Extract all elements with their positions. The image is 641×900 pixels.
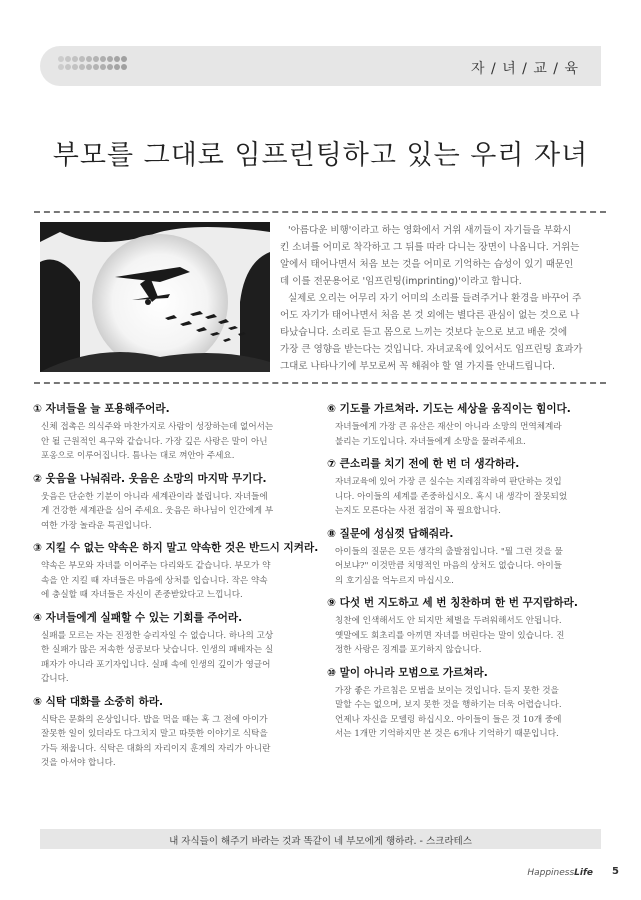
guideline-line: 패자가 아니라 포기자입니다. 실패 속에 인생의 깊이가 영글어 [41,659,271,670]
page-number: 5 [612,866,619,877]
dot-decoration [58,56,64,62]
dot-decoration [65,56,71,62]
moon-icon [40,222,270,372]
guideline-line: 잘못한 일이 있더라도 다그치지 말고 따뜻한 이야기로 식탁을 [41,729,268,739]
guideline-line: 정한 사랑은 징계를 포기하지 않습니다. [335,645,482,655]
guideline-heading: ⑦ 큰소리를 치기 전에 한 번 더 생각하라. [327,458,520,470]
dot-decoration [107,64,113,70]
guideline-heading: ④ 자녀들에게 실패할 수 있는 기회를 주어라. [33,611,243,624]
guideline-item [327,596,610,658]
top-divider [34,211,606,213]
guideline-line: 의 호기심을 억누르지 마십시오. [335,575,454,586]
intro-line: 어도 자기가 태어나면서 처음 본 것 외에는 별다른 관심이 없는 것으로 나 [280,310,580,321]
guideline-body [327,475,610,519]
guideline-line: 약속은 부모와 자녀를 이어주는 다리와도 같습니다. 부모가 약 [41,561,271,571]
guideline-line: 는지도 모른다는 사전 점검이 꼭 필요합니다. [335,506,501,516]
brand-logo [527,868,593,878]
dot-decoration [72,64,78,70]
footer-quote: 내 자식들이 해주기 바라는 것과 똑같이 네 부모에게 행하라. - 스크라테스 [169,836,472,847]
dot-decoration [58,64,64,70]
guideline-line: 니다. 아이들의 세계를 존중하십시오. 혹시 내 생각이 잘못되었 [335,491,568,502]
guideline-body [33,420,316,464]
guideline-line: 식탁은 문화의 온상입니다. 밥을 먹을 때는 혹 그 전에 아이가 [41,714,268,725]
moon-with-flying-geese-image [40,222,270,372]
intro-line: 킨 소녀를 어미로 착각하고 그 뒤를 따라 다니는 장면이 나옵니다. 거위는 [280,242,580,253]
guideline-heading: ② 웃음을 나눠줘라. 웃음은 소망의 마지막 무기다. [33,472,267,485]
guideline-line: 가장 좋은 가르침은 모범을 보이는 것입니다. 듣지 못한 것을 [335,685,559,696]
intro-line: 실제로 오리는 어무리 자기 어미의 소리를 들려주거나 환경을 바꾸어 주 [288,293,582,304]
guideline-line: 갑니다. [41,674,69,684]
intro-line: 데 이를 전문용어로 '임프린팅(imprinting)'이라고 합니다. [280,276,522,287]
guideline-line: 것을 아셔야 합니다. [41,758,116,768]
dot-decoration [114,64,120,70]
guideline-line: 실패를 모르는 자는 진정한 승리자일 수 없습니다. 하나의 고상 [41,630,274,641]
intro-line: 그대로 나타나기에 부모로써 꼭 해줘야 할 열 가지를 안내드립니다. [280,361,555,372]
dot-decoration [121,64,127,70]
guideline-heading: ⑤ 식탁 대화를 소중히 하라. [33,695,164,708]
section-category: 자 / 녀 / 교 / 육 [471,61,579,77]
dot-decoration [79,56,85,62]
left-column [33,402,319,779]
guideline-heading: ⑥ 기도를 가르쳐라. 기도는 세상을 움직이는 힘이다. [327,403,571,415]
intro-paragraph [280,222,600,375]
guideline-body [33,559,316,603]
guideline-item [33,402,316,464]
intro-line: 타났습니다. 소리로 듣고 몸으로 느끼는 것보다 눈으로 보고 배운 것에 [280,327,568,338]
guideline-line: 어보냐?" 이것만큼 치명적인 마음의 상처도 없습니다. 아이들 [335,561,562,571]
brand-suffix: Life [574,868,593,878]
guideline-line: 게 건강한 세계관을 심어 주세요. 웃음은 하나님이 인간에게 부 [41,506,274,516]
guideline-body [33,490,316,534]
guideline-line: 말할 수는 없으며, 보지 못한 것을 행하기는 더욱 어렵습니다. [335,700,562,710]
guideline-heading: ① 자녀들을 늘 포용해주어라. [33,403,170,415]
guideline-item [327,666,610,742]
dot-decoration [114,56,120,62]
guideline-line: 자녀교육에 있어 가장 큰 실수는 지레짐작하여 판단하는 것입 [335,477,562,487]
dot-decoration [86,64,92,70]
guideline-line: 가득 채웁니다. 식탁은 대화의 자리이지 훈계의 자리가 아니란 [41,743,271,754]
guideline-heading: ③ 지킬 수 없는 약속은 하지 말고 약속한 것은 반드시 지켜라. [33,542,319,554]
dot-decoration [121,56,127,62]
guideline-line: 포옹으로 이루어집니다. 틈나는 대로 껴안아 주세요. [41,451,235,461]
dot-decoration [65,64,71,70]
guideline-line: 속을 안 지킬 때 자녀들은 마음에 상처를 입습니다. 작은 약속 [41,575,268,586]
dot-decoration [107,56,113,62]
intro-line: '아름다운 비행'이라고 하는 영화에서 거위 새끼들이 자기들을 부화시 [288,225,572,236]
guideline-item [33,541,319,603]
guideline-line: 아이들의 질문은 모든 생각의 출발점입니다. "뭘 그런 것을 물 [335,546,563,557]
guideline-body [33,629,316,687]
guideline-item [33,472,316,534]
guideline-line: 한 실패가 많은 저속한 성공보다 낫습니다. 인생의 패배자는 실 [41,645,274,655]
dot-pattern-decoration [58,56,128,76]
intro-line: 알에서 태어나면서 처음 보는 것을 어미로 기억하는 습성이 있기 때문인 [280,259,574,270]
dot-decoration [100,56,106,62]
guideline-line: 서는 1개만 기억하지만 본 것은 6개나 기억하기 때문입니다. [335,729,559,739]
dot-decoration [100,64,106,70]
dot-decoration [72,56,78,62]
intro-line: 가장 큰 영향을 받는다는 것입니다. 자녀교육에 있어서도 임프린팅 효과가 [280,344,583,355]
guideline-line: 자녀들에게 가장 큰 유산은 재산이 아니라 소망의 먼역체계라 [335,422,562,432]
guideline-line: 웃음은 단순한 기분이 아니라 세계관이라 불립니다. 자녀들에 [41,491,268,502]
page-title: 부모를 그대로 임프린팅하고 있는 우리 자녀 [52,140,589,171]
guideline-line: 안 될 근원적인 욕구와 같습니다. 가장 깊은 사랑은 말이 아닌 [41,436,268,447]
guideline-heading: ⑨ 다섯 번 지도하고 세 번 칭찬하며 한 번 꾸지람하라. [327,597,578,609]
dot-decoration [93,56,99,62]
guideline-line: 에 충실할 때 자녀들은 자신이 존중받았다고 느낍니다. [41,590,243,600]
guideline-line: 불리는 기도입니다. 자녀들에게 소망을 물려주세요. [335,436,526,447]
right-column [327,402,610,750]
guideline-line: 칭찬에 인색해서도 안 되지만 체벌을 두려워해서도 안됩니다. [335,616,562,626]
guideline-line: 옛말에도 회초리를 아끼면 자녀를 버린다는 말이 있습니다. 진 [335,630,565,641]
guideline-item [327,457,610,519]
guideline-line: 여한 가장 놀라운 특권입니다. [41,520,152,531]
dot-decoration [86,56,92,62]
guideline-body [33,713,316,771]
guideline-heading: ⑩ 말이 아니라 모범으로 가르쳐라. [327,666,488,679]
guideline-body [327,420,610,449]
dot-decoration [93,64,99,70]
dot-decoration [79,64,85,70]
brand-prefix: Happiness [527,868,575,878]
guideline-body [327,545,610,589]
guideline-line: 신체 접촉은 의식주와 마찬가지로 사람이 성장하는데 없어서는 [41,422,274,432]
guideline-item [33,695,316,771]
guideline-body [327,684,610,742]
guideline-item [33,611,316,687]
guideline-heading: ⑧ 질문에 성심껏 답해줘라. [327,527,454,540]
guideline-item [327,527,610,589]
guideline-line: 언제나 자신을 모델링 하십시오. 아이들이 들은 것 10개 중에 [335,714,562,725]
guideline-item [327,402,610,449]
middle-divider [34,382,606,384]
guideline-body [327,614,610,658]
